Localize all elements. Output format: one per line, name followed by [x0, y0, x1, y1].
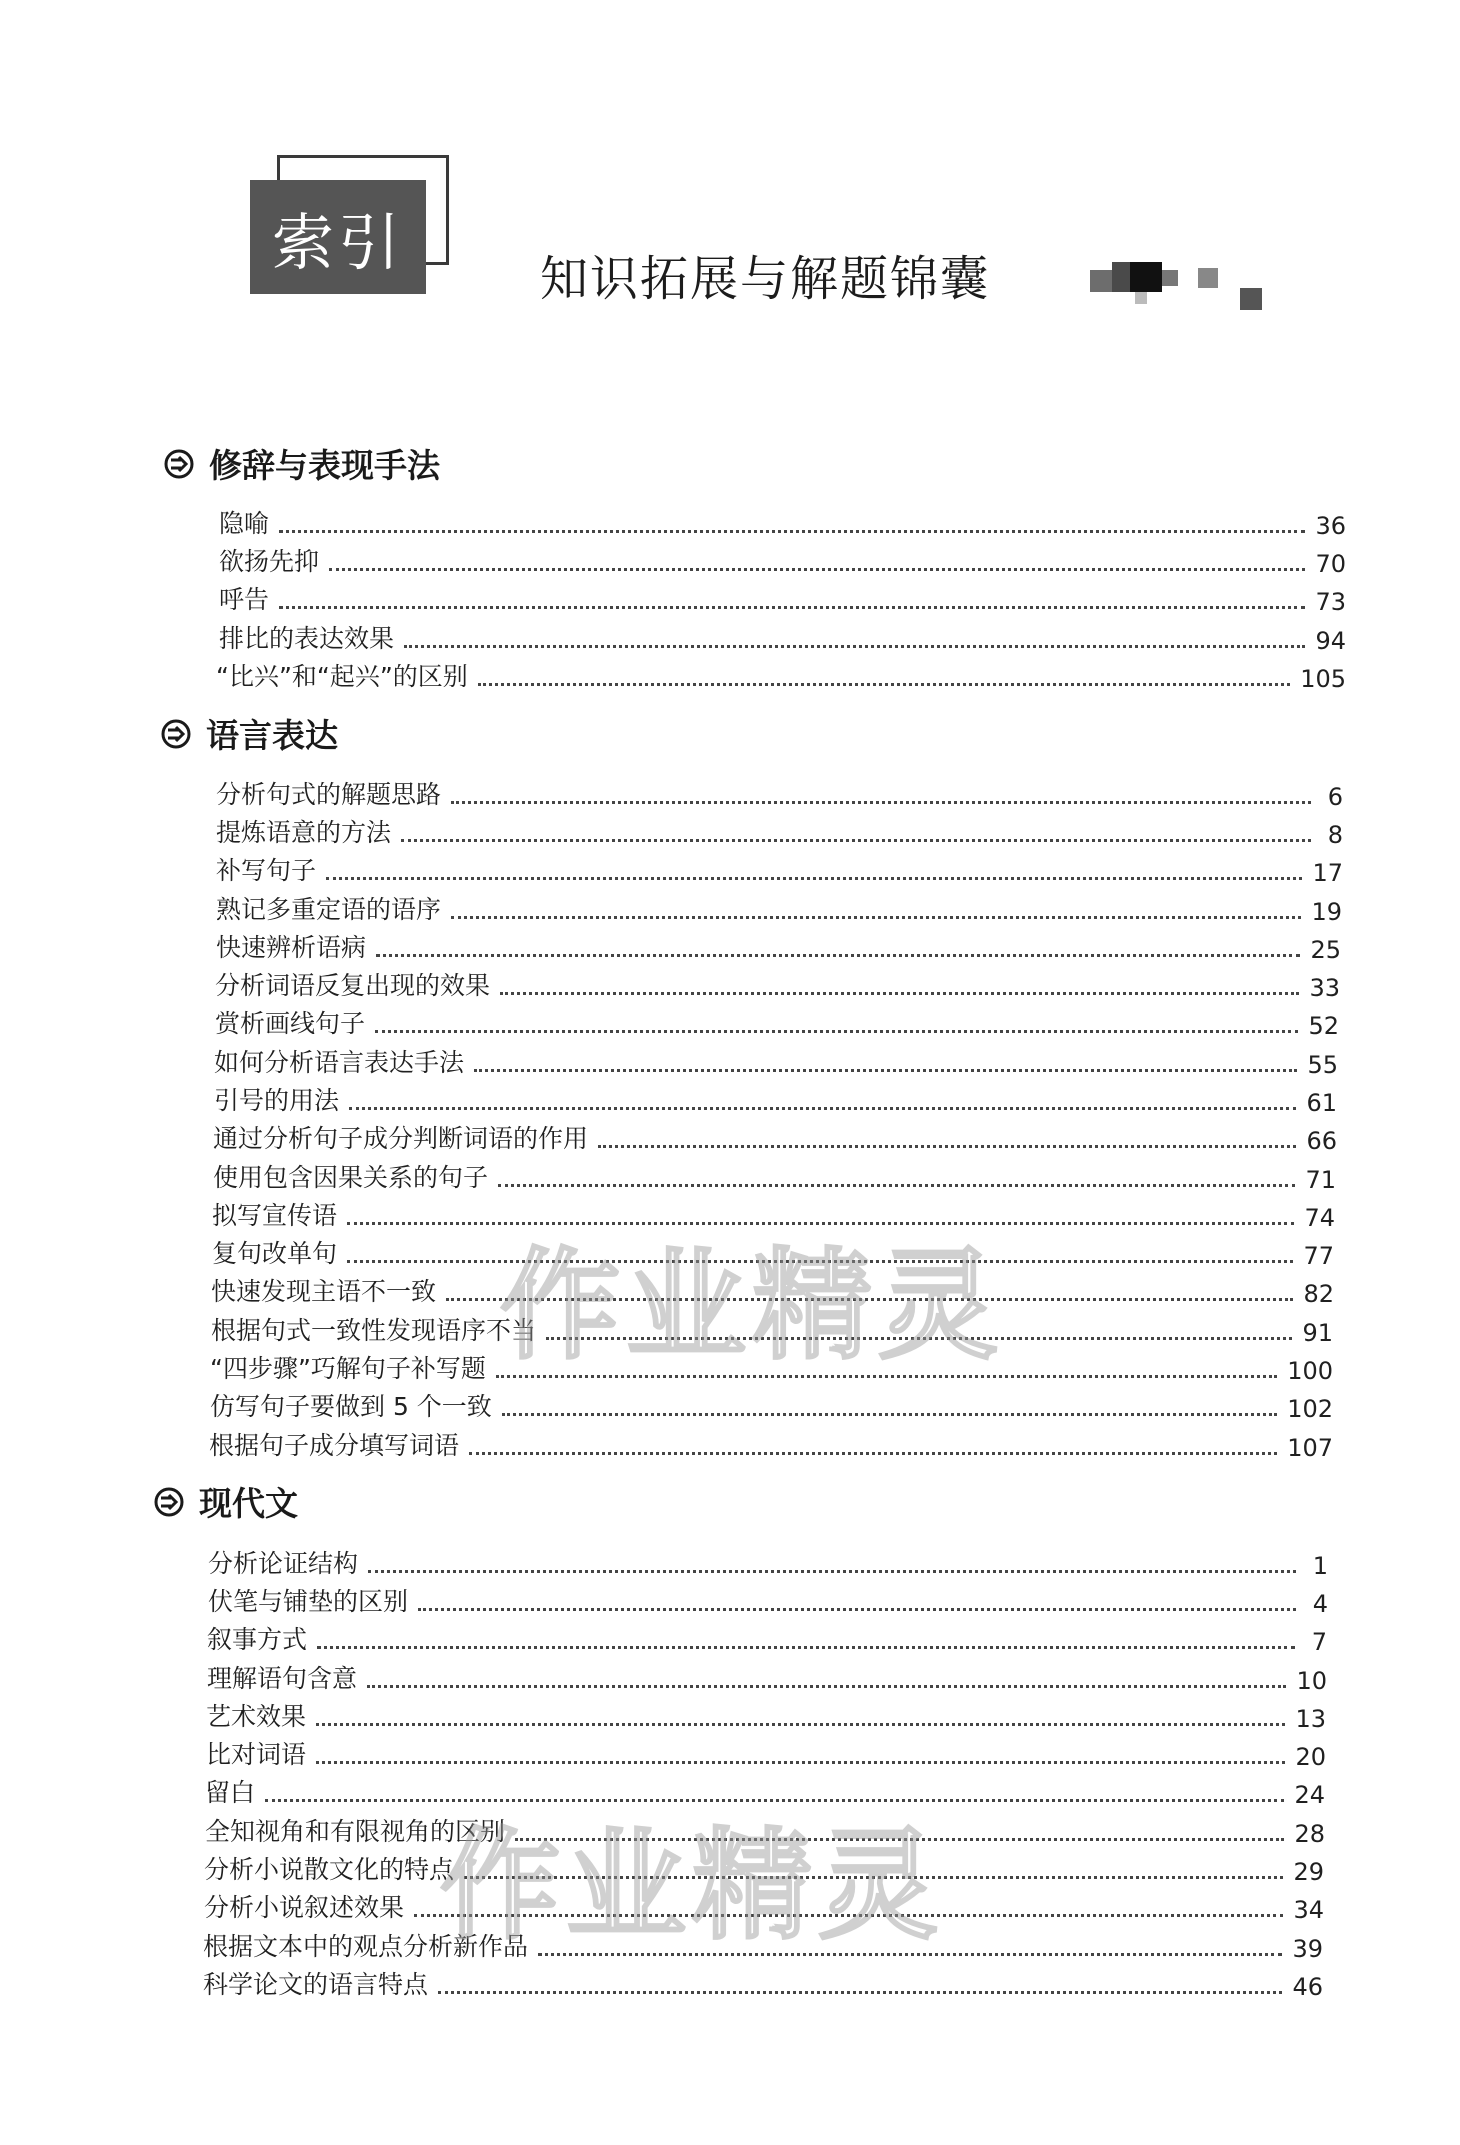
list-item[interactable]: [216, 773, 1343, 811]
entry-label: 伏笔与铺垫的区别: [208, 1587, 409, 1616]
list-item[interactable]: [211, 1270, 1334, 1308]
entry-page: 19: [1311, 898, 1342, 926]
leader-dots: [317, 1646, 1295, 1649]
entry-label: 理解语句含意: [207, 1664, 358, 1693]
list-item[interactable]: [203, 1963, 1323, 2001]
entry-page: 24: [1294, 1781, 1325, 1809]
entry-label: 赏析画线句子: [215, 1009, 366, 1038]
entry-label: 快速发现主语不一致: [211, 1277, 437, 1306]
list-item[interactable]: [215, 964, 1340, 1002]
leader-dots: [515, 1838, 1284, 1841]
decorative-square: [1135, 292, 1147, 304]
leader-dots: [326, 877, 1302, 880]
leader-dots: [478, 683, 1290, 686]
entry-label: 如何分析语言表达手法: [214, 1048, 465, 1077]
leader-dots: [451, 916, 1301, 919]
leader-dots: [347, 1260, 1293, 1263]
list-item[interactable]: [219, 540, 1346, 578]
list-item[interactable]: [208, 1580, 1328, 1618]
leader-dots: [279, 530, 1305, 533]
entry-label: 欲扬先抑: [219, 547, 320, 576]
list-item[interactable]: [214, 1041, 1338, 1079]
watermark: 作业精灵: [440, 1817, 944, 1956]
leader-dots: [498, 1184, 1295, 1187]
section-title: 现代文: [199, 1484, 298, 1523]
index-label: 索引: [271, 205, 404, 279]
list-item[interactable]: [216, 926, 1341, 964]
entry-page: 107: [1287, 1434, 1333, 1462]
entry-label: 艺术效果: [206, 1702, 307, 1731]
leader-dots: [414, 1914, 1283, 1917]
list-item[interactable]: [204, 1848, 1324, 1886]
list-item[interactable]: [206, 1695, 1326, 1733]
entry-page: 52: [1308, 1012, 1339, 1040]
list-item[interactable]: [219, 578, 1346, 616]
leader-dots: [367, 1685, 1286, 1688]
entry-label: “四步骤”巧解句子补写题: [210, 1354, 486, 1383]
entry-page: 39: [1292, 1935, 1323, 1963]
list-item[interactable]: [205, 1810, 1325, 1848]
leader-dots: [279, 606, 1305, 609]
leader-dots: [500, 992, 1299, 995]
entry-page: 34: [1293, 1896, 1324, 1924]
leader-dots: [375, 1030, 1298, 1033]
entry-page: 36: [1315, 512, 1346, 540]
entry-page: 7: [1311, 1628, 1327, 1656]
list-item[interactable]: [212, 1232, 1334, 1270]
leader-dots: [316, 1723, 1285, 1726]
entry-page: 10: [1296, 1667, 1327, 1695]
entry-label: 根据文本中的观点分析新作品: [203, 1932, 529, 1961]
leader-dots: [446, 1298, 1293, 1301]
entry-page: 82: [1303, 1280, 1334, 1308]
entry-page: 71: [1305, 1166, 1336, 1194]
leader-dots: [418, 1608, 1296, 1611]
entry-label: 分析小说叙述效果: [204, 1893, 405, 1922]
entry-page: 91: [1302, 1319, 1333, 1347]
leader-dots: [401, 839, 1311, 842]
leader-dots: [347, 1222, 1294, 1225]
entry-label: 熟记多重定语的语序: [216, 895, 442, 924]
watermark: 作业精灵: [500, 1237, 1004, 1376]
leader-dots: [464, 1876, 1283, 1879]
leader-dots: [496, 1375, 1277, 1378]
section-heading-language-expression: [160, 710, 338, 757]
entry-page: 74: [1304, 1204, 1335, 1232]
entry-page: 1: [1312, 1552, 1328, 1580]
section-title: 语言表达: [206, 716, 338, 755]
list-item[interactable]: [213, 1117, 1337, 1155]
entry-label: 分析句式的解题思路: [216, 780, 442, 809]
list-item[interactable]: [210, 1347, 1333, 1385]
entry-page: 94: [1315, 627, 1346, 655]
entry-page: 4: [1312, 1590, 1328, 1618]
entry-page: 55: [1307, 1051, 1338, 1079]
index-label-box: [250, 180, 426, 294]
entry-page: 77: [1303, 1242, 1334, 1270]
entry-label: 隐喻: [219, 509, 270, 538]
decorative-square: [1130, 262, 1162, 292]
entry-label: 科学论文的语言特点: [203, 1970, 429, 1999]
list-item[interactable]: [212, 1194, 1335, 1232]
entry-label: 使用包含因果关系的句子: [213, 1163, 489, 1192]
entry-label: 引号的用法: [214, 1086, 340, 1115]
decorative-square: [1198, 268, 1218, 288]
list-item[interactable]: [208, 1542, 1328, 1580]
entry-label: “比兴”和“起兴”的区别: [216, 662, 468, 691]
entry-page: 6: [1327, 783, 1343, 811]
arrow-circle-icon: [163, 448, 195, 480]
decorative-square: [1240, 288, 1262, 310]
entry-label: 排比的表达效果: [219, 624, 395, 653]
list-item[interactable]: [207, 1657, 1327, 1695]
leader-dots: [376, 954, 1300, 957]
entry-label: 通过分析句子成分判断词语的作用: [213, 1124, 589, 1153]
list-item[interactable]: [207, 1618, 1327, 1656]
entry-page: 25: [1310, 936, 1341, 964]
list-item[interactable]: [216, 849, 1343, 887]
entry-label: 分析小说散文化的特点: [204, 1855, 455, 1884]
leader-dots: [474, 1069, 1297, 1072]
entry-label: 快速辨析语病: [216, 933, 367, 962]
list-item[interactable]: [204, 1886, 1324, 1924]
list-item[interactable]: [210, 1385, 1333, 1423]
entry-page: 28: [1294, 1820, 1325, 1848]
leader-dots: [469, 1452, 1277, 1455]
list-item[interactable]: [203, 1925, 1323, 1963]
entry-label: 叙事方式: [207, 1625, 308, 1654]
leader-dots: [451, 801, 1311, 804]
entry-page: 100: [1287, 1357, 1333, 1385]
entry-page: 102: [1287, 1395, 1333, 1423]
entry-label: 根据句式一致性发现语序不当: [211, 1316, 537, 1345]
entry-page: 73: [1315, 588, 1346, 616]
list-item[interactable]: [216, 888, 1342, 926]
entry-label: 提炼语意的方法: [216, 818, 392, 847]
entry-page: 17: [1312, 859, 1343, 887]
leader-dots: [546, 1337, 1292, 1340]
arrow-circle-icon: [153, 1486, 185, 1518]
list-item[interactable]: [206, 1733, 1326, 1771]
entry-page: 66: [1306, 1127, 1337, 1155]
entry-label: 分析论证结构: [208, 1549, 359, 1578]
entry-label: 留白: [205, 1778, 256, 1807]
entry-label: 全知视角和有限视角的区别: [205, 1817, 506, 1846]
entry-page: 61: [1306, 1089, 1337, 1117]
leader-dots: [538, 1953, 1282, 1956]
list-item[interactable]: [209, 1424, 1333, 1462]
entry-label: 根据句子成分填写词语: [209, 1431, 460, 1460]
entry-page: 8: [1327, 821, 1343, 849]
entry-label: 拟写宣传语: [212, 1201, 338, 1230]
section-heading-modern-prose: [153, 1478, 298, 1525]
decorative-square: [1162, 270, 1178, 286]
page-title: 知识拓展与解题锦囊: [540, 251, 991, 307]
section-heading-rhetoric: [163, 440, 440, 487]
entry-page: 33: [1309, 974, 1340, 1002]
leader-dots: [316, 1761, 1285, 1764]
list-item[interactable]: [214, 1079, 1337, 1117]
leader-dots: [368, 1570, 1296, 1573]
entry-label: 呼告: [219, 585, 270, 614]
list-item[interactable]: [213, 1156, 1336, 1194]
leader-dots: [598, 1145, 1296, 1148]
section-title: 修辞与表现手法: [209, 446, 440, 485]
entry-page: 70: [1315, 550, 1346, 578]
leader-dots: [502, 1413, 1277, 1416]
list-item[interactable]: [219, 502, 1346, 540]
leader-dots: [265, 1799, 1284, 1802]
entry-label: 仿写句子要做到 5 个一致: [210, 1392, 492, 1421]
entry-page: 20: [1295, 1743, 1326, 1771]
entry-page: 105: [1300, 665, 1346, 693]
entry-label: 分析词语反复出现的效果: [215, 971, 491, 1000]
entry-label: 补写句子: [216, 856, 317, 885]
list-item[interactable]: [211, 1309, 1333, 1347]
list-item[interactable]: [215, 1002, 1339, 1040]
entry-page: 13: [1295, 1705, 1326, 1733]
decorative-square: [1090, 270, 1112, 292]
list-item[interactable]: [219, 617, 1346, 655]
list-item[interactable]: [216, 811, 1343, 849]
leader-dots: [438, 1991, 1282, 1994]
leader-dots: [329, 568, 1305, 571]
list-item[interactable]: [205, 1771, 1325, 1809]
list-item[interactable]: [216, 655, 1346, 693]
entry-page: 46: [1292, 1973, 1323, 2001]
leader-dots: [349, 1107, 1296, 1110]
leader-dots: [404, 645, 1305, 648]
entry-page: 29: [1293, 1858, 1324, 1886]
entry-label: 复句改单句: [212, 1239, 338, 1268]
entry-label: 比对词语: [206, 1740, 307, 1769]
arrow-circle-icon: [160, 718, 192, 750]
